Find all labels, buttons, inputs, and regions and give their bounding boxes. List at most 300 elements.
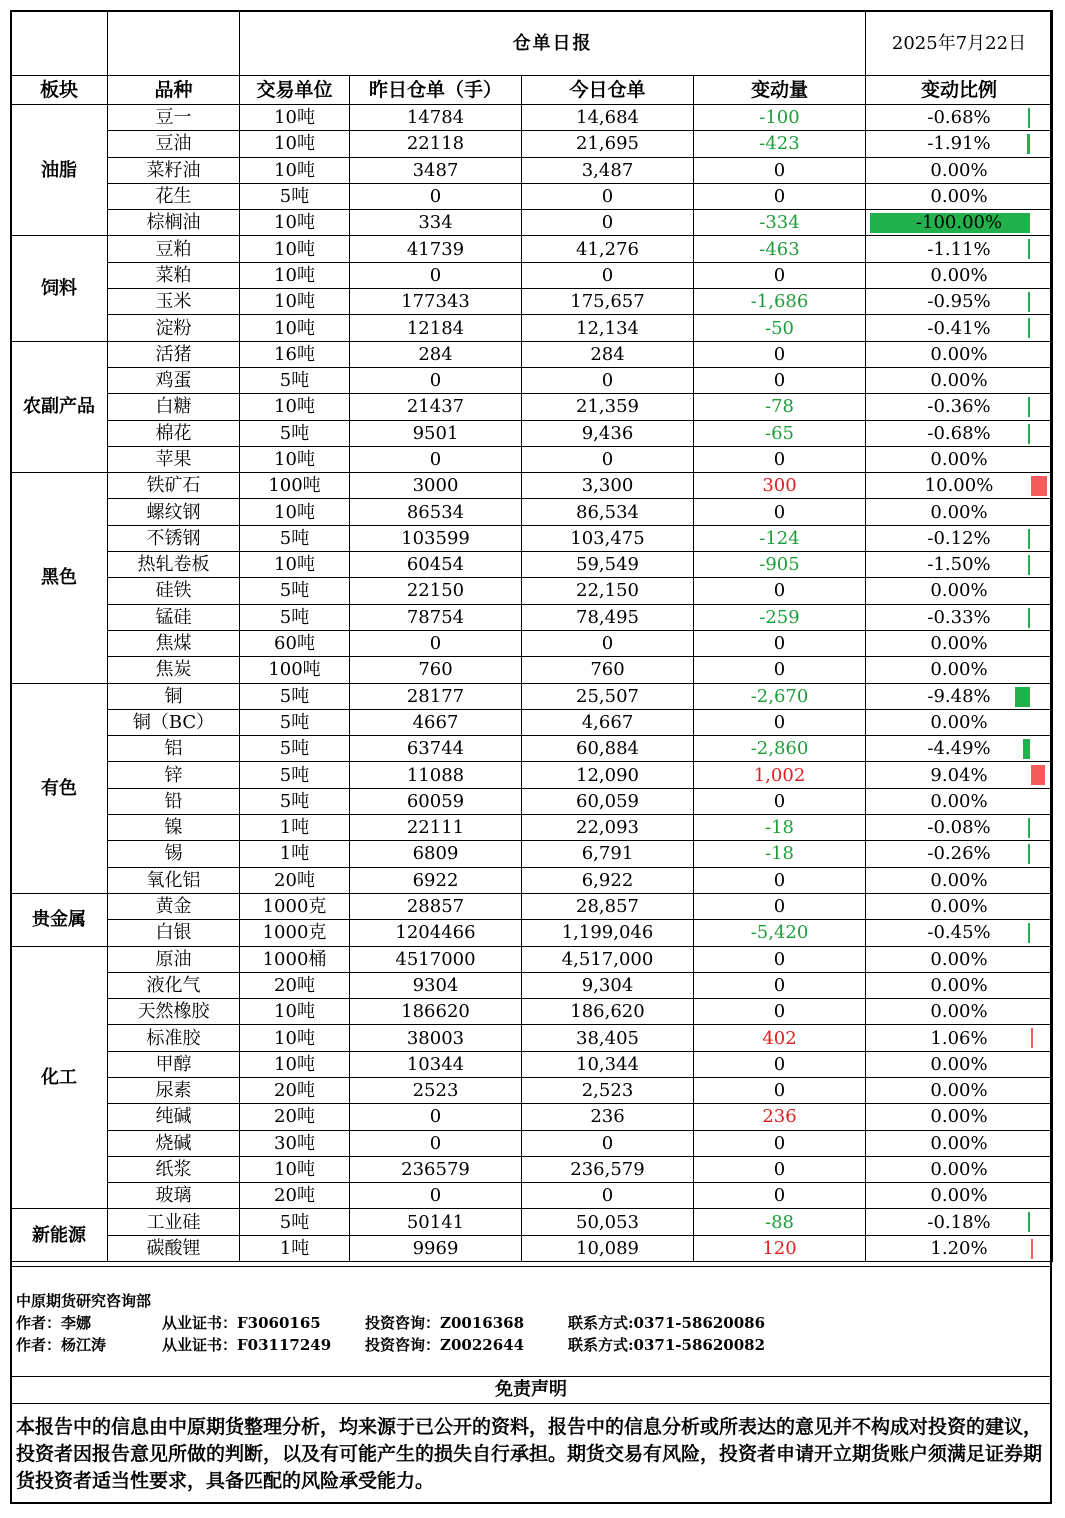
today-receipts: 86,534: [522, 499, 694, 525]
advisory-label: 投资咨询：: [365, 1314, 441, 1332]
ratio-value: 0.00%: [930, 1001, 988, 1023]
item-name: 烧碱: [108, 1130, 240, 1156]
cert-label: 从业证书：: [162, 1314, 238, 1332]
table-row: [11, 289, 1053, 315]
ratio-value: -1.50%: [927, 554, 991, 576]
ratio-value: 0.00%: [930, 659, 988, 681]
ratio-value: 0.00%: [930, 869, 988, 891]
change-ratio: [866, 1130, 1053, 1156]
change-ratio: [866, 262, 1053, 288]
ratio-value: 9.04%: [930, 764, 988, 786]
yesterday-receipts: 60059: [350, 788, 522, 814]
today-receipts: 236,579: [522, 1156, 694, 1182]
ratio-bar: [1028, 923, 1030, 943]
trade-unit: 5吨: [240, 367, 350, 393]
item-name: 黄金: [108, 893, 240, 919]
table-row: [11, 709, 1053, 735]
yesterday-receipts: 0: [350, 262, 522, 288]
today-receipts: 28,857: [522, 893, 694, 919]
change-ratio: [866, 972, 1053, 998]
item-name: 豆油: [108, 131, 240, 157]
change-amount: -18: [694, 841, 866, 867]
sector-name: 新能源: [11, 1209, 108, 1262]
today-receipts: 21,359: [522, 394, 694, 420]
sector-name: 农副产品: [11, 341, 108, 472]
change-amount: 0: [694, 999, 866, 1025]
trade-unit: 1吨: [240, 841, 350, 867]
item-name: 螺纹钢: [108, 499, 240, 525]
author-info: [16, 1290, 765, 1356]
yesterday-receipts: 86534: [350, 499, 522, 525]
yesterday-receipts: 38003: [350, 1025, 522, 1051]
item-name: 焦炭: [108, 657, 240, 683]
change-ratio: [866, 1051, 1053, 1077]
table-row: [11, 1130, 1053, 1156]
yesterday-receipts: 78754: [350, 604, 522, 630]
ratio-value: 0.00%: [930, 1185, 988, 1207]
sector-name: 化工: [11, 946, 108, 1209]
change-amount: 0: [694, 972, 866, 998]
trade-unit: 10吨: [240, 1156, 350, 1182]
ratio-value: 0.00%: [930, 501, 988, 523]
today-receipts: 4,667: [522, 709, 694, 735]
yesterday-receipts: 1204466: [350, 920, 522, 946]
contact-label: 联系方式:: [568, 1314, 634, 1332]
today-receipts: 9,436: [522, 420, 694, 446]
yesterday-receipts: 22150: [350, 578, 522, 604]
item-name: 锡: [108, 841, 240, 867]
ratio-value: -0.95%: [927, 291, 991, 313]
trade-unit: 5吨: [240, 578, 350, 604]
today-receipts: 3,487: [522, 157, 694, 183]
today-receipts: 3,300: [522, 473, 694, 499]
item-name: 锰硅: [108, 604, 240, 630]
today-receipts: 236: [522, 1104, 694, 1130]
yesterday-receipts: 3000: [350, 473, 522, 499]
trade-unit: 10吨: [240, 394, 350, 420]
today-receipts: 60,059: [522, 788, 694, 814]
yesterday-receipts: 50141: [350, 1209, 522, 1235]
today-receipts: 0: [522, 1130, 694, 1156]
today-receipts: 1,199,046: [522, 920, 694, 946]
table-row: [11, 236, 1053, 262]
change-amount: 0: [694, 157, 866, 183]
yesterday-receipts: 28857: [350, 893, 522, 919]
header-sector: 板块: [11, 76, 108, 105]
item-name: 苹果: [108, 446, 240, 472]
change-ratio: [866, 1235, 1053, 1261]
today-receipts: 9,304: [522, 972, 694, 998]
table-row: [11, 946, 1053, 972]
item-name: 豆一: [108, 105, 240, 131]
item-name: 玉米: [108, 289, 240, 315]
table-row: [11, 1156, 1053, 1182]
trade-unit: 5吨: [240, 762, 350, 788]
change-ratio: [866, 604, 1053, 630]
change-amount: 0: [694, 709, 866, 735]
report-title: 仓单日报: [240, 11, 866, 76]
yesterday-receipts: 284: [350, 341, 522, 367]
disclaimer-title: 免责声明: [12, 1376, 1050, 1404]
yesterday-receipts: 334: [350, 210, 522, 236]
table-row: [11, 262, 1053, 288]
today-receipts: 12,134: [522, 315, 694, 341]
change-amount: 0: [694, 1156, 866, 1182]
table-row: [11, 105, 1053, 131]
yesterday-receipts: 12184: [350, 315, 522, 341]
contact-label: 联系方式:: [568, 1336, 634, 1354]
ratio-bar: [1028, 1212, 1030, 1232]
ratio-value: 0.00%: [930, 974, 988, 996]
today-receipts: 12,090: [522, 762, 694, 788]
ratio-bar: [1015, 687, 1030, 707]
item-name: 天然橡胶: [108, 999, 240, 1025]
trade-unit: 10吨: [240, 1025, 350, 1051]
yesterday-receipts: 60454: [350, 552, 522, 578]
change-ratio: [866, 657, 1053, 683]
item-name: 标准胶: [108, 1025, 240, 1051]
table-row: [11, 920, 1053, 946]
cert-number: F3060165: [237, 1314, 321, 1332]
item-name: 淀粉: [108, 315, 240, 341]
change-amount: -78: [694, 394, 866, 420]
ratio-bar: [1028, 424, 1030, 444]
change-amount: 0: [694, 446, 866, 472]
cert-number: F03117249: [237, 1336, 332, 1354]
ratio-bar: [1023, 739, 1030, 759]
org-name: 中原期货研究咨询部: [16, 1292, 152, 1310]
ratio-bar: [1028, 555, 1030, 575]
table-row: [11, 1077, 1053, 1103]
change-ratio: [866, 183, 1053, 209]
yesterday-receipts: 6809: [350, 841, 522, 867]
ratio-value: -0.33%: [927, 606, 991, 628]
header-change: 变动量: [694, 76, 866, 105]
table-row: [11, 604, 1053, 630]
item-name: 铜: [108, 683, 240, 709]
trade-unit: 100吨: [240, 473, 350, 499]
ratio-value: -4.49%: [927, 738, 991, 760]
change-ratio: [866, 920, 1053, 946]
ratio-bar: [1028, 292, 1030, 312]
ratio-value: 1.06%: [930, 1027, 988, 1049]
table-row: [11, 131, 1053, 157]
sector-name: 黑色: [11, 473, 108, 683]
change-amount: 0: [694, 367, 866, 393]
author-label: 作者：: [16, 1336, 62, 1354]
change-amount: -259: [694, 604, 866, 630]
change-ratio: [866, 341, 1053, 367]
table-row: [11, 183, 1053, 209]
table-row: [11, 762, 1053, 788]
footer-divider: [12, 1266, 1050, 1267]
change-ratio: [866, 315, 1053, 341]
ratio-bar: [1028, 397, 1030, 417]
item-name: 活猪: [108, 341, 240, 367]
change-ratio: [866, 736, 1053, 762]
today-receipts: 4,517,000: [522, 946, 694, 972]
ratio-bar: [1028, 529, 1030, 549]
change-ratio: [866, 999, 1053, 1025]
yesterday-receipts: 63744: [350, 736, 522, 762]
ratio-value: 0.00%: [930, 449, 988, 470]
ratio-value: 0.00%: [930, 159, 988, 181]
item-name: 锌: [108, 762, 240, 788]
ratio-value: 0.00%: [930, 1080, 988, 1102]
item-name: 焦煤: [108, 630, 240, 656]
change-amount: 0: [694, 1077, 866, 1103]
ratio-value: -0.36%: [927, 396, 991, 418]
yesterday-receipts: 41739: [350, 236, 522, 262]
change-ratio: [866, 893, 1053, 919]
trade-unit: 1吨: [240, 815, 350, 841]
table-row: [11, 210, 1053, 236]
ratio-value: 0.00%: [930, 790, 988, 812]
trade-unit: 1000桶: [240, 946, 350, 972]
author-label: 作者：: [16, 1314, 62, 1332]
ratio-value: -0.68%: [927, 422, 991, 444]
yesterday-receipts: 9501: [350, 420, 522, 446]
today-receipts: 0: [522, 210, 694, 236]
yesterday-receipts: 3487: [350, 157, 522, 183]
change-ratio: [866, 683, 1053, 709]
change-ratio: [866, 1025, 1053, 1051]
ratio-value: 0.00%: [930, 343, 988, 365]
ratio-value: -0.41%: [927, 317, 991, 339]
change-amount: -463: [694, 236, 866, 262]
trade-unit: 5吨: [240, 525, 350, 551]
trade-unit: 5吨: [240, 604, 350, 630]
trade-unit: 60吨: [240, 630, 350, 656]
item-name: 碳酸锂: [108, 1235, 240, 1261]
change-ratio: [866, 210, 1053, 236]
author-row-2: [16, 1334, 765, 1356]
report-date: 2025年7月22日: [866, 11, 1053, 76]
ratio-bar: [1027, 134, 1030, 154]
ratio-bar: [1031, 1239, 1033, 1259]
yesterday-receipts: 0: [350, 1183, 522, 1209]
table-row: [11, 1183, 1053, 1209]
trade-unit: 5吨: [240, 1209, 350, 1235]
today-receipts: 186,620: [522, 999, 694, 1025]
disclaimer-text: 本报告中的信息由中原期货整理分析，均来源于已公开的资料，报告中的信息分析或所表达的意见并不构成对投资的建议，投资者因报告意见所做的判断，以及有可能产生的损失自行承担。期货交易有风险，投资者申请开立期货账户须满足证券期货投资者适当性要求，具备匹配的风险承受能力。: [16, 1416, 1043, 1492]
contact-number: 0371-58620082: [633, 1336, 766, 1354]
item-name: 铅: [108, 788, 240, 814]
change-amount: 402: [694, 1025, 866, 1051]
item-name: 棕榈油: [108, 210, 240, 236]
table-row: [11, 315, 1053, 341]
ratio-value: -1.91%: [927, 133, 991, 155]
item-name: 铝: [108, 736, 240, 762]
trade-unit: 20吨: [240, 972, 350, 998]
trade-unit: 5吨: [240, 683, 350, 709]
change-ratio: [866, 525, 1053, 551]
header-yesterday: 昨日仓单（手）: [350, 76, 522, 105]
cert-label: 从业证书：: [162, 1336, 238, 1354]
ratio-value: 0.00%: [930, 1159, 988, 1181]
change-ratio: [866, 446, 1053, 472]
yesterday-receipts: 14784: [350, 105, 522, 131]
today-receipts: 10,344: [522, 1051, 694, 1077]
sector-name: 有色: [11, 683, 108, 893]
yesterday-receipts: 760: [350, 657, 522, 683]
trade-unit: 10吨: [240, 236, 350, 262]
yesterday-receipts: 6922: [350, 867, 522, 893]
ratio-value: -9.48%: [927, 685, 991, 707]
change-amount: -50: [694, 315, 866, 341]
change-ratio: [866, 552, 1053, 578]
table-row: [11, 1051, 1053, 1077]
trade-unit: 10吨: [240, 999, 350, 1025]
change-ratio: [866, 157, 1053, 183]
ratio-bar: [1028, 318, 1030, 338]
trade-unit: 20吨: [240, 1183, 350, 1209]
item-name: 玻璃: [108, 1183, 240, 1209]
today-receipts: 103,475: [522, 525, 694, 551]
today-receipts: 2,523: [522, 1077, 694, 1103]
change-ratio: [866, 236, 1053, 262]
today-receipts: 25,507: [522, 683, 694, 709]
change-amount: -18: [694, 815, 866, 841]
change-amount: 1,002: [694, 762, 866, 788]
table-row: [11, 1104, 1053, 1130]
yesterday-receipts: 4667: [350, 709, 522, 735]
yesterday-receipts: 236579: [350, 1156, 522, 1182]
yesterday-receipts: 10344: [350, 1051, 522, 1077]
advisory-number: Z0022644: [440, 1336, 525, 1354]
item-name: 白糖: [108, 394, 240, 420]
ratio-value: -0.45%: [927, 922, 991, 944]
author-row-1: [16, 1312, 765, 1334]
yesterday-receipts: 103599: [350, 525, 522, 551]
item-name: 硅铁: [108, 578, 240, 604]
table-row: [11, 893, 1053, 919]
ratio-value: -0.18%: [927, 1211, 991, 1233]
item-name: 棉花: [108, 420, 240, 446]
change-amount: 120: [694, 1235, 866, 1261]
trade-unit: 10吨: [240, 210, 350, 236]
header-ratio: 变动比例: [866, 76, 1053, 105]
trade-unit: 20吨: [240, 1104, 350, 1130]
change-amount: -2,860: [694, 736, 866, 762]
change-ratio: [866, 762, 1053, 788]
trade-unit: 1000克: [240, 893, 350, 919]
ratio-bar: [1028, 844, 1030, 864]
item-name: 白银: [108, 920, 240, 946]
table-row: [11, 473, 1053, 499]
ratio-value: 0.00%: [930, 186, 988, 208]
ratio-value: -1.11%: [927, 238, 991, 260]
trade-unit: 10吨: [240, 131, 350, 157]
change-ratio: [866, 578, 1053, 604]
change-ratio: [866, 499, 1053, 525]
table-row: [11, 1025, 1053, 1051]
item-name: 菜籽油: [108, 157, 240, 183]
today-receipts: 0: [522, 1183, 694, 1209]
yesterday-receipts: 21437: [350, 394, 522, 420]
today-receipts: 0: [522, 630, 694, 656]
change-amount: 0: [694, 946, 866, 972]
table-row: [11, 552, 1053, 578]
change-amount: -905: [694, 552, 866, 578]
yesterday-receipts: 11088: [350, 762, 522, 788]
change-amount: -423: [694, 131, 866, 157]
ratio-bar: [1031, 765, 1045, 785]
table-row: [11, 578, 1053, 604]
item-name: 铜（BC）: [108, 709, 240, 735]
change-ratio: [866, 1156, 1053, 1182]
change-amount: 0: [694, 341, 866, 367]
today-receipts: 0: [522, 446, 694, 472]
today-receipts: 0: [522, 367, 694, 393]
ratio-value: 10.00%: [924, 475, 994, 497]
item-name: 鸡蛋: [108, 367, 240, 393]
change-amount: -100: [694, 105, 866, 131]
today-receipts: 0: [522, 183, 694, 209]
ratio-value: 0.00%: [930, 370, 988, 392]
table-row: [11, 815, 1053, 841]
trade-unit: 5吨: [240, 736, 350, 762]
table-row: [11, 788, 1053, 814]
trade-unit: 10吨: [240, 499, 350, 525]
today-receipts: 284: [522, 341, 694, 367]
ratio-value: 0.00%: [930, 1132, 988, 1154]
yesterday-receipts: 0: [350, 446, 522, 472]
today-receipts: 760: [522, 657, 694, 683]
trade-unit: 20吨: [240, 1077, 350, 1103]
yesterday-receipts: 177343: [350, 289, 522, 315]
table-row: [11, 367, 1053, 393]
change-amount: 0: [694, 657, 866, 683]
change-amount: -2,670: [694, 683, 866, 709]
change-amount: 0: [694, 262, 866, 288]
today-receipts: 78,495: [522, 604, 694, 630]
trade-unit: 100吨: [240, 657, 350, 683]
today-receipts: 0: [522, 262, 694, 288]
change-ratio: [866, 289, 1053, 315]
change-amount: -5,420: [694, 920, 866, 946]
title-row: [11, 11, 1053, 76]
change-ratio: [866, 105, 1053, 131]
ratio-bar: [1028, 608, 1030, 628]
table-row: [11, 1209, 1053, 1235]
item-name: 甲醇: [108, 1051, 240, 1077]
author-name: 杨江涛: [61, 1336, 107, 1354]
ratio-value: -0.26%: [927, 843, 991, 865]
change-amount: 0: [694, 578, 866, 604]
trade-unit: 5吨: [240, 788, 350, 814]
contact-number: 0371-58620086: [633, 1314, 766, 1332]
change-amount: 0: [694, 788, 866, 814]
item-name: 原油: [108, 946, 240, 972]
yesterday-receipts: 186620: [350, 999, 522, 1025]
ratio-value: 0.00%: [930, 1053, 988, 1075]
change-amount: -124: [694, 525, 866, 551]
item-name: 镍: [108, 815, 240, 841]
today-receipts: 21,695: [522, 131, 694, 157]
yesterday-receipts: 4517000: [350, 946, 522, 972]
item-name: 花生: [108, 183, 240, 209]
table-row: [11, 341, 1053, 367]
warehouse-receipt-table: [10, 10, 1053, 1262]
today-receipts: 38,405: [522, 1025, 694, 1051]
item-name: 工业硅: [108, 1209, 240, 1235]
table-row: [11, 999, 1053, 1025]
item-name: 纯碱: [108, 1104, 240, 1130]
change-ratio: [866, 131, 1053, 157]
sector-name: 油脂: [11, 105, 108, 236]
change-ratio: [866, 1104, 1053, 1130]
